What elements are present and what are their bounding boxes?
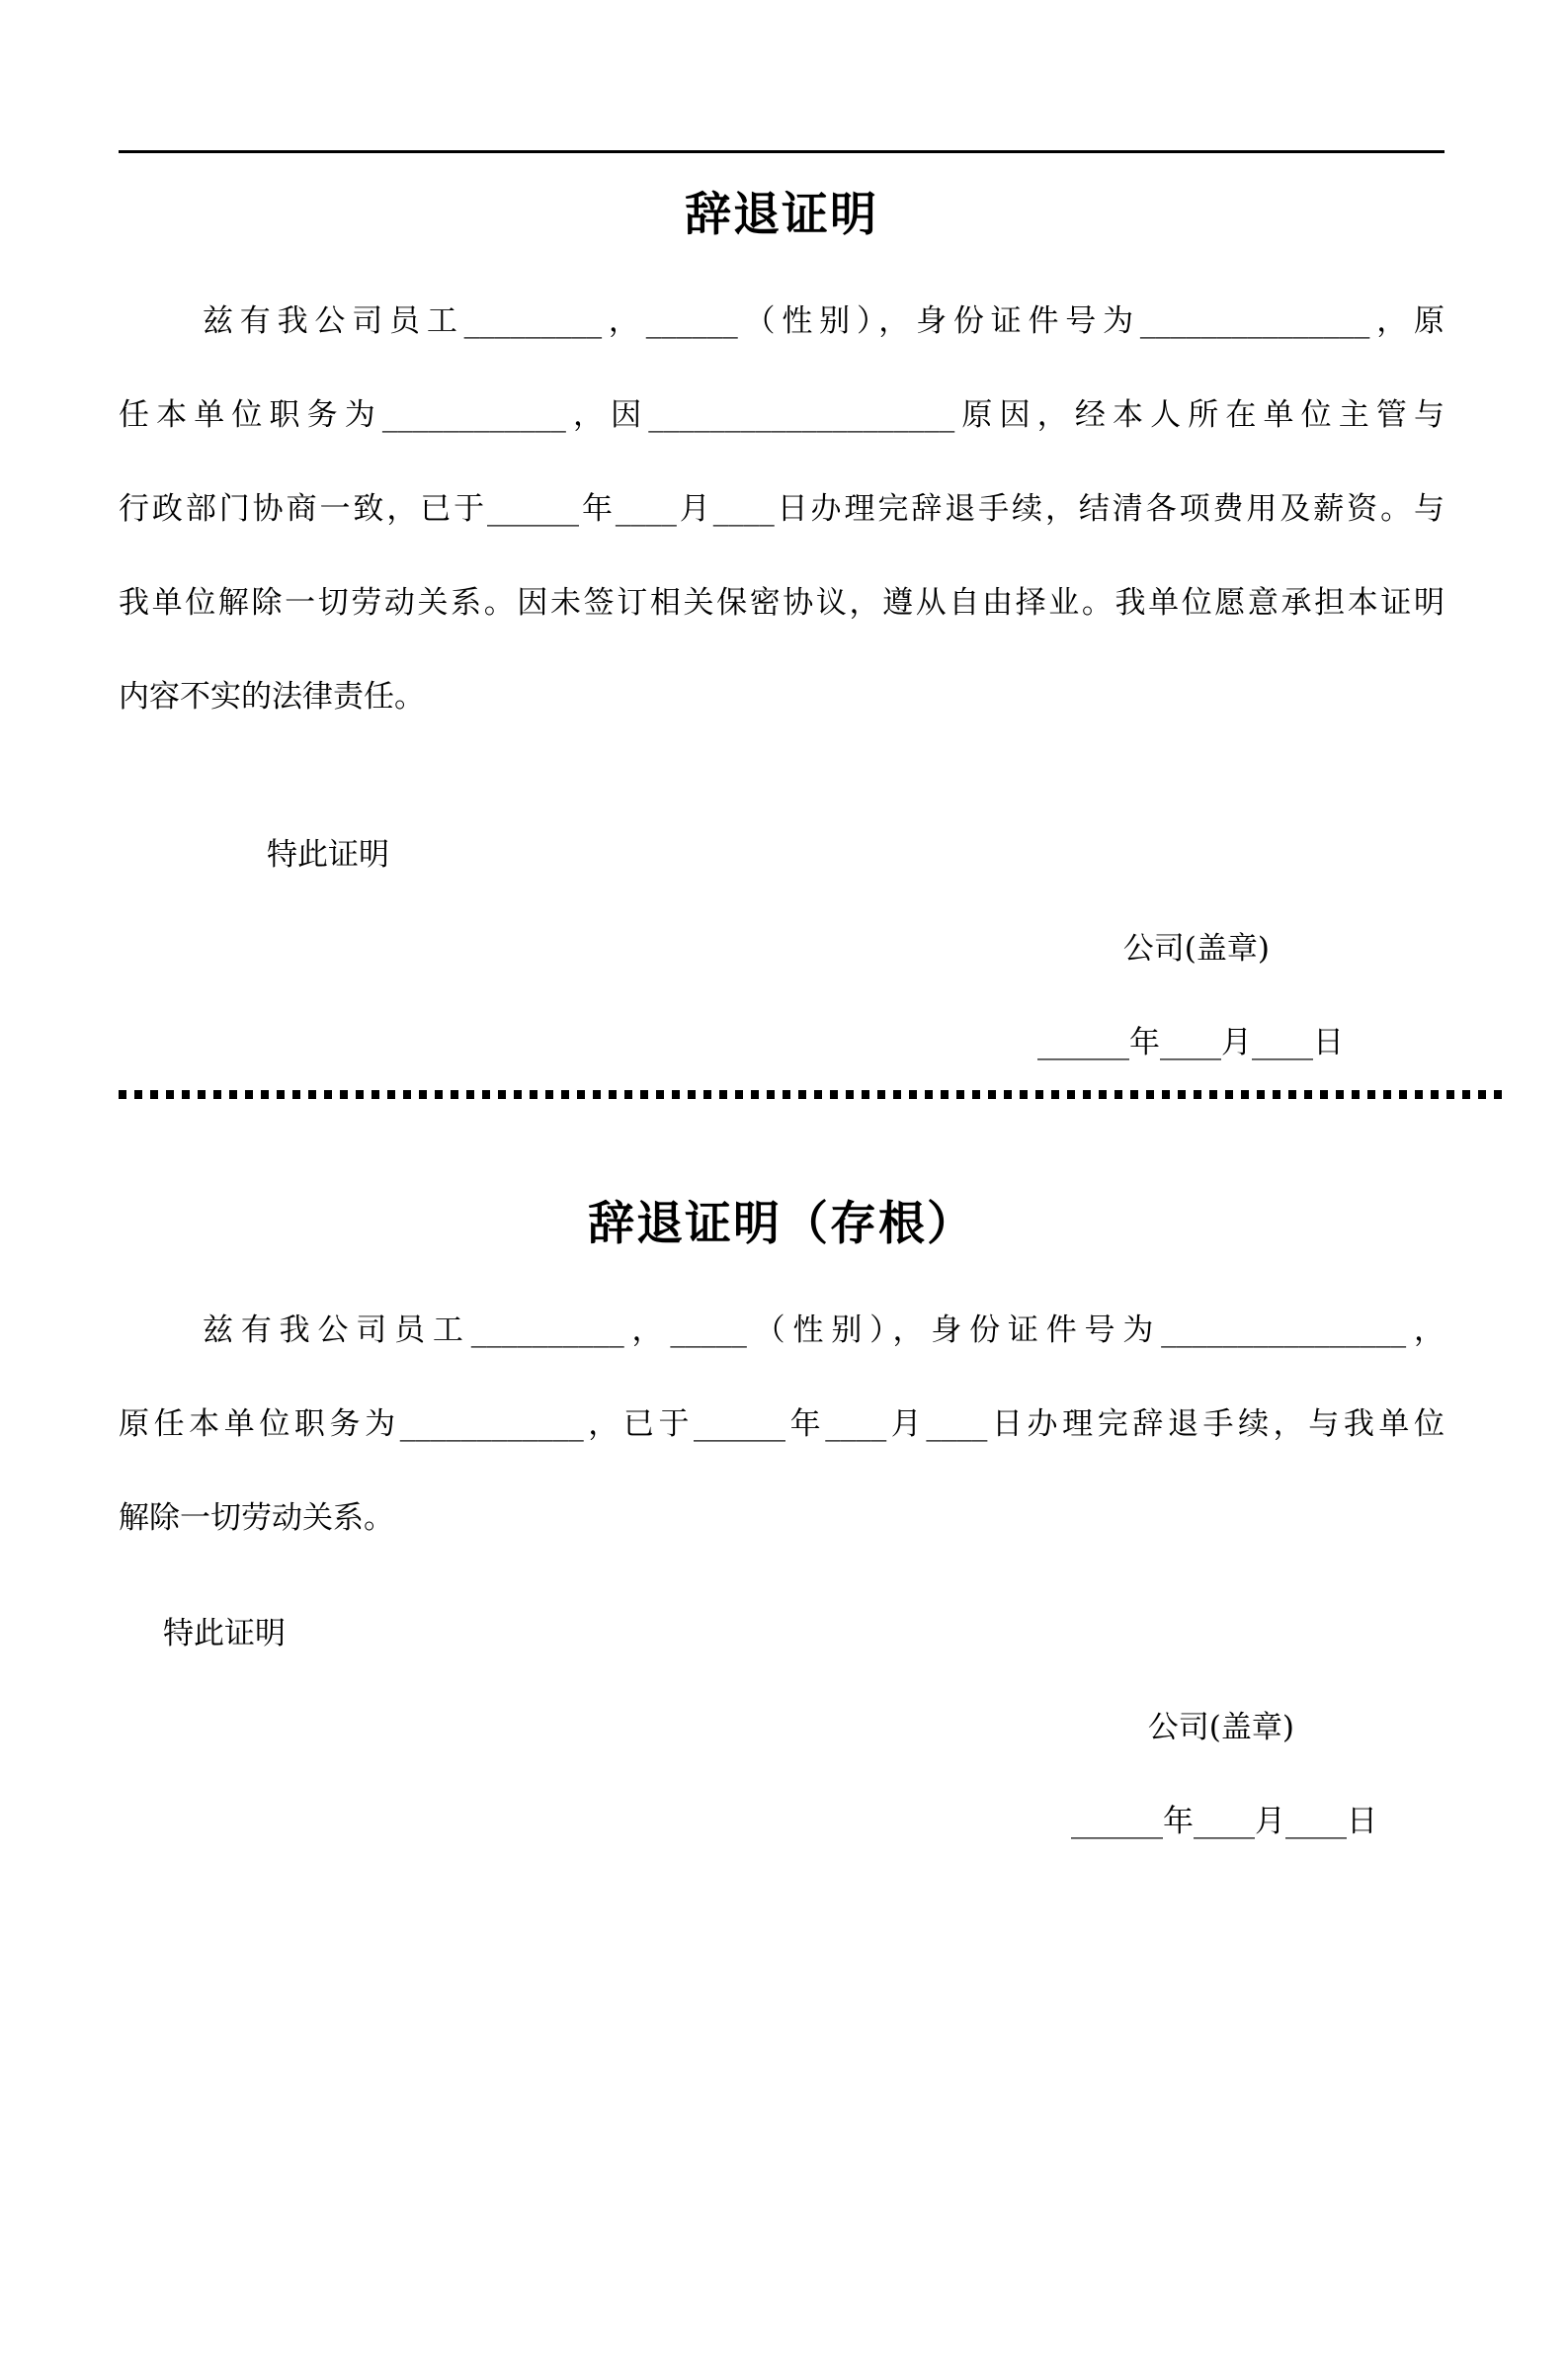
certificate-body-line-2: 任本单位职务为____________，因____________________原因，经本人所在单位主管与 xyxy=(119,397,1444,433)
certificate-body-line-1: 兹有我公司员工_________，______（性别），身份证件号为_______________，原 xyxy=(203,303,1444,339)
stub-body-line-1: 兹有我公司员工__________，_____（性别），身份证件号为________________， xyxy=(203,1312,1444,1348)
certificate-title: 辞退证明 xyxy=(685,188,878,242)
certificate-body-line-4: 我单位解除一切劳动关系。因未签订相关保密协议，遵从自由择业。我单位愿意承担本证明 xyxy=(119,585,1444,621)
stub-company-seal-label: 公司(盖章) xyxy=(1147,1710,1294,1745)
certificate-closing-statement: 特此证明 xyxy=(267,837,389,873)
certificate-company-seal-label: 公司(盖章) xyxy=(1122,931,1270,967)
certificate-body-line-5: 内容不实的法律责任。 xyxy=(119,679,425,715)
certificate-date-blank-line: ______年____月____日 xyxy=(1037,1025,1344,1060)
header-rule xyxy=(119,150,1444,153)
stub-body-line-2: 原任本单位职务为____________，已于______年____月____日办理完辞退手续，与我单位 xyxy=(119,1406,1444,1442)
stub-closing-statement: 特此证明 xyxy=(163,1616,286,1651)
stub-body xyxy=(119,1284,1444,1565)
certificate-body xyxy=(119,275,1444,744)
stub-title: 辞退证明（存根） xyxy=(588,1197,975,1251)
perforation-divider xyxy=(119,1090,1506,1099)
stub-body-line-3: 解除一切劳动关系。 xyxy=(119,1500,394,1536)
document-page xyxy=(0,150,1568,1869)
stub-date-blank-line: ______年____月____日 xyxy=(1071,1804,1377,1839)
certificate-body-line-3: 行政部门协商一致，已于______年____月____日办理完辞退手续，结清各项费用及薪资。与 xyxy=(119,491,1444,527)
